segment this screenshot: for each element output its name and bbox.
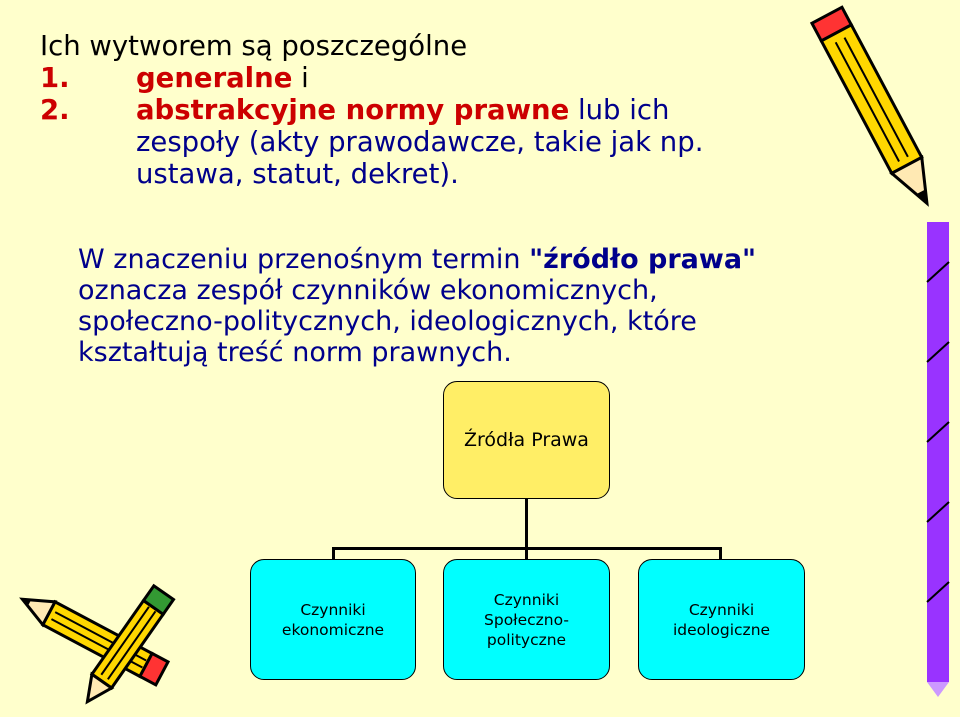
pencil-icon <box>805 0 955 230</box>
root-node-label: Źródła Prawa <box>464 429 589 451</box>
node-label-line: Czynniki <box>493 590 560 609</box>
paragraph-line: społeczno-politycznych, ideologicznych, które <box>78 306 697 337</box>
paragraph-line: kształtują treść norm prawnych. <box>78 337 512 368</box>
list-number: 1. <box>40 62 70 94</box>
defined-term: "źródło prawa" <box>529 244 757 275</box>
intro-heading: Ich wytworem są poszczególne <box>40 30 468 62</box>
paragraph-text: W znaczeniu przenośnym termin <box>78 244 530 275</box>
list-term: abstrakcyjne normy prawne <box>136 94 570 126</box>
list-term: generalne <box>136 62 293 94</box>
node-label-line: Czynniki <box>300 600 366 619</box>
node-label-line: ideologiczne <box>672 620 771 639</box>
node-label-line: ekonomiczne <box>281 620 385 639</box>
connector-vertical <box>525 499 528 549</box>
paragraph-line: oznacza zespół czynników ekonomicznych, <box>78 275 658 306</box>
pencil-icon <box>55 576 205 717</box>
root-node <box>443 381 610 499</box>
list-item-2-continuation: ustawa, statut, dekret). <box>136 158 459 190</box>
node-label-line: polityczne <box>486 630 567 649</box>
list-item-2-continuation: zespoły (akty prawodawcze, takie jak np. <box>136 126 704 158</box>
pencil-icon <box>905 222 960 697</box>
node-label-line: Czynniki <box>688 600 755 619</box>
child-node-economic <box>250 559 416 680</box>
list-number: 2. <box>40 94 70 126</box>
child-node-ideological <box>638 559 805 680</box>
list-suffix: lub ich <box>569 94 670 126</box>
node-label-line: Społeczno- <box>484 610 569 629</box>
list-suffix: i <box>292 62 309 94</box>
child-node-socio-political <box>443 559 610 680</box>
